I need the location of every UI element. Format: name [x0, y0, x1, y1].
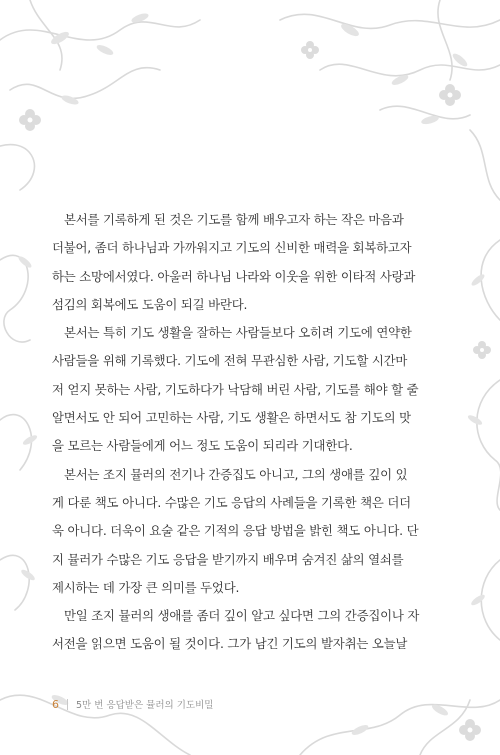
text-line: 지 뮬러가 수많은 기도 응답을 받기까지 배우며 숨겨진 삶의 열쇠를 — [52, 551, 404, 567]
text-line: 욱 아니다. 더욱이 요술 같은 기적의 응답 방법을 밝힌 책도 아니다. 단 — [52, 523, 419, 539]
text-line: 사람들을 위해 기록했다. 기도에 전혀 무관심한 사람, 기도할 시간마 — [52, 353, 408, 369]
text-line: 하는 소망에서였다. 아울러 하나님 나라와 이웃을 위한 이타적 사랑과 — [52, 268, 416, 284]
text-line: 섬김의 회복에도 도움이 되길 바란다. — [52, 296, 248, 312]
text-line: 제시하는 데 가장 큰 의미를 두었다. — [52, 579, 240, 595]
text-line: 만일 조지 뮬러의 생애를 좀더 깊이 알고 싶다면 그의 간증집이나 자 — [64, 608, 420, 624]
text-line: 본서는 특히 기도 생활을 잘하는 사람들보다 오히려 기도에 연약한 — [64, 325, 412, 341]
text-line: 저 얻지 못하는 사람, 기도하다가 낙담해 버린 사람, 기도를 해야 할 줄 — [52, 381, 419, 397]
text-line: 본서는 조지 뮬러의 전기나 간증집도 아니고, 그의 생애를 깊이 있 — [64, 466, 408, 482]
page-footer — [52, 695, 213, 713]
text-line: 알면서도 안 되어 고민하는 사람, 기도 생활은 하면서도 참 기도의 맛 — [52, 410, 411, 426]
text-line: 을 모르는 사람들에게 어느 정도 도움이 되리라 기대한다. — [52, 438, 353, 454]
footer-divider — [67, 699, 68, 710]
text-line: 게 다룬 책도 아니다. 수많은 기도 응답의 사례들을 기록한 책은 더더 — [52, 494, 411, 510]
text-line: 본서를 기록하게 된 것은 기도를 함께 배우고자 하는 작은 마음과 — [64, 212, 404, 227]
page-number: 6 — [52, 697, 59, 711]
running-title: 5만 번 응답받은 뮬러의 기도비밀 — [76, 700, 214, 711]
text-line: 서전을 읽으면 도움이 될 것이다. 그가 남긴 기도의 발자취는 오늘날 — [52, 636, 408, 652]
body-text — [52, 206, 450, 659]
text-line: 더불어, 좀더 하나님과 가까워지고 기도의 신비한 매력을 회복하고자 — [52, 240, 412, 256]
